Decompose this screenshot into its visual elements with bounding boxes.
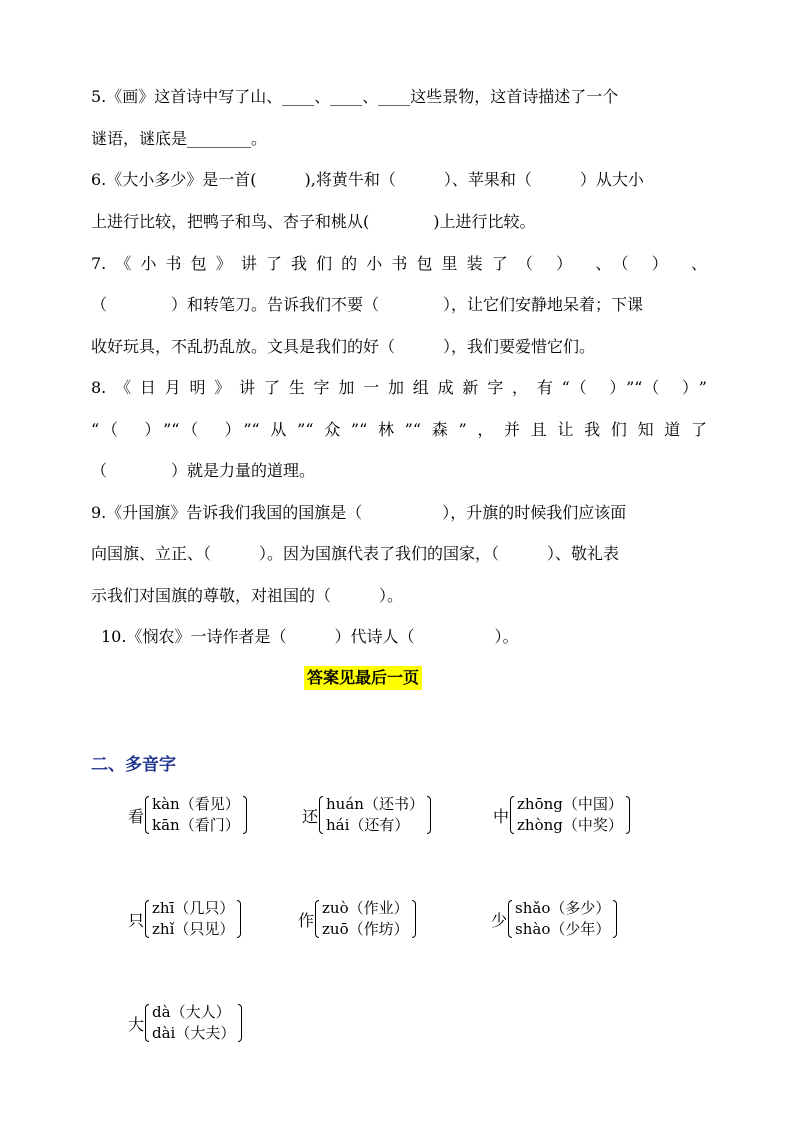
word: （只见） (174, 920, 235, 938)
left-brace (145, 1004, 149, 1042)
reading-row (152, 898, 234, 919)
polyphone-group (302, 792, 431, 838)
polyphone-char: 中 (493, 806, 510, 826)
polyphone-group (128, 1000, 242, 1046)
word: （少年） (550, 920, 611, 938)
question-7-line-2: （ ）和转笔刀。告诉我们不要（ ），让它们安静地呆着；下课 (91, 295, 644, 314)
question-9-line-3: 示我们对国旗的尊敬，对祖国的（ ）。 (91, 586, 404, 605)
right-brace (613, 900, 617, 938)
question-8-line-2: “（ ）”“（ ）”“从”“众”“林”“森”，并且让我们知道了 (91, 420, 707, 439)
pinyin: zuō (322, 920, 349, 938)
word: （还书） (363, 795, 424, 813)
word: （作业） (348, 899, 409, 917)
question-7-line-3: 收好玩具，不乱扔乱放。文具是我们的好（ ），我们要爱惜它们。 (91, 337, 596, 356)
word: （看见） (179, 795, 240, 813)
section-heading: 二、多音字 (91, 755, 176, 775)
polyphone-char: 只 (128, 910, 145, 930)
right-brace (238, 1004, 242, 1042)
question-5-line-1: 5.《画》这首诗中写了山、____、____、____这些景物，这首诗描述了一个 (91, 87, 619, 106)
reading-row (326, 815, 424, 836)
word: （大人） (170, 1003, 231, 1021)
left-brace (319, 796, 323, 834)
question-9-line-2: 向国旗、立正、（ ）。因为国旗代表了我们的国家，（ ）、敬礼表 (91, 544, 620, 563)
left-brace (510, 796, 514, 834)
question-10-line-1: 10.《悯农》一诗作者是（ ）代诗人（ ）。 (101, 627, 519, 646)
pinyin: zhōng (517, 795, 563, 813)
pinyin: kàn (152, 795, 180, 813)
reading-row (326, 794, 424, 815)
word: （作坊） (348, 920, 409, 938)
polyphone-group (128, 896, 241, 942)
pinyin: zuò (322, 899, 349, 917)
left-brace (508, 900, 512, 938)
question-9-line-1: 9.《升国旗》告诉我们我国的国旗是（ ），升旗的时候我们应该面 (91, 503, 627, 522)
word: （大夫） (175, 1024, 236, 1042)
reading-row (152, 919, 234, 940)
pinyin: huán (326, 795, 364, 813)
pinyin: shǎo (515, 899, 551, 917)
polyphone-group (128, 792, 247, 838)
polyphone-group (491, 896, 617, 942)
right-brace (412, 900, 416, 938)
pinyin: zhī (152, 899, 175, 917)
left-brace (315, 900, 319, 938)
left-brace (145, 900, 149, 938)
polyphone-char: 少 (491, 910, 508, 930)
polyphone-char: 大 (128, 1014, 145, 1034)
reading-row (515, 898, 610, 919)
question-8-line-1: 8.《日月明》讲了生字加一加组成新字，有“（ ）”“（ ）” (91, 378, 707, 397)
reading-row (322, 919, 409, 940)
reading-row (517, 815, 623, 836)
left-brace (145, 796, 149, 834)
right-brace (626, 796, 630, 834)
polyphone-char: 还 (302, 806, 319, 826)
word: （中奖） (562, 816, 623, 834)
word: （还有） (349, 816, 410, 834)
question-6-line-2: 上进行比较，把鸭子和鸟、杏子和桃从( )上进行比较。 (91, 212, 536, 231)
reading-row (152, 794, 240, 815)
reading-row (152, 1023, 235, 1044)
pinyin: hái (326, 816, 350, 834)
pinyin: zhǐ (152, 920, 175, 938)
polyphone-group (493, 792, 630, 838)
pinyin: zhòng (517, 816, 563, 834)
answer-note: 答案见最后一页 (304, 666, 422, 690)
reading-row (322, 898, 409, 919)
pinyin: kān (152, 816, 180, 834)
word: （中国） (562, 795, 623, 813)
pinyin: dài (152, 1024, 176, 1042)
question-5-line-2: 谜语，谜底是________。 (91, 129, 268, 148)
reading-row (152, 1002, 235, 1023)
pinyin: dà (152, 1003, 171, 1021)
question-6-line-1: 6.《大小多少》是一首( ),将黄牛和（ ）、苹果和（ ）从大小 (91, 170, 644, 189)
pinyin: shào (515, 920, 551, 938)
question-7-line-1: 7.《小书包》讲了我们的小书包里装了（ ） 、（ ） 、 (91, 254, 707, 273)
right-brace (237, 900, 241, 938)
right-brace (427, 796, 431, 834)
right-brace (243, 796, 247, 834)
reading-row (517, 794, 623, 815)
word: （几只） (174, 899, 235, 917)
polyphone-group (298, 896, 416, 942)
reading-row (152, 815, 240, 836)
reading-row (515, 919, 610, 940)
word: （多少） (550, 899, 611, 917)
question-8-line-3: （ ）就是力量的道理。 (91, 461, 316, 480)
polyphone-char: 作 (298, 910, 315, 930)
word: （看门） (179, 816, 240, 834)
polyphone-char: 看 (128, 806, 145, 826)
